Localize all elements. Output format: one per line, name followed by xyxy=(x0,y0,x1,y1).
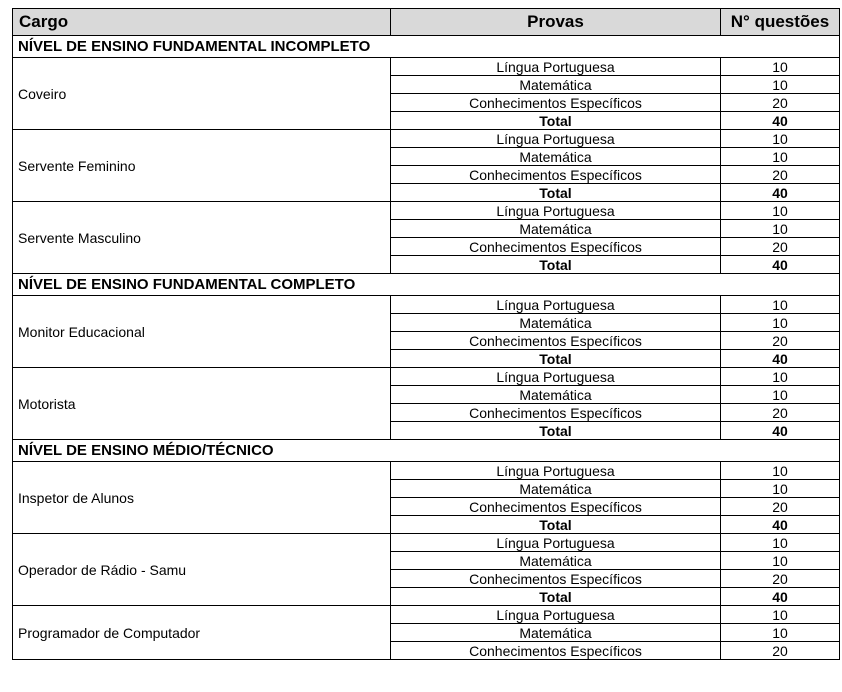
prova-cell: Matemática xyxy=(391,386,721,404)
questoes-cell: 10 xyxy=(721,202,840,220)
prova-cell: Matemática xyxy=(391,480,721,498)
prova-cell: Matemática xyxy=(391,552,721,570)
cargo-cell: Motorista xyxy=(13,368,391,440)
prova-cell: Língua Portuguesa xyxy=(391,202,721,220)
table-row xyxy=(13,462,840,480)
table-row xyxy=(13,58,840,76)
questoes-cell: 10 xyxy=(721,368,840,386)
exam-table-container xyxy=(12,8,839,660)
total-count: 40 xyxy=(721,256,840,274)
total-label: Total xyxy=(391,516,721,534)
prova-cell: Matemática xyxy=(391,624,721,642)
table-header xyxy=(13,9,840,36)
prova-cell: Matemática xyxy=(391,148,721,166)
total-label: Total xyxy=(391,350,721,368)
header-cargo: Cargo xyxy=(13,9,391,36)
prova-cell: Matemática xyxy=(391,76,721,94)
table-row xyxy=(13,534,840,552)
questoes-cell: 10 xyxy=(721,58,840,76)
total-count: 40 xyxy=(721,350,840,368)
questoes-cell: 10 xyxy=(721,76,840,94)
questoes-cell: 20 xyxy=(721,332,840,350)
questoes-cell: 10 xyxy=(721,314,840,332)
questoes-cell: 10 xyxy=(721,624,840,642)
level-row xyxy=(13,440,840,462)
level-heading: NÍVEL DE ENSINO MÉDIO/TÉCNICO xyxy=(13,440,840,462)
questoes-cell: 20 xyxy=(721,94,840,112)
questoes-cell: 10 xyxy=(721,606,840,624)
prova-cell: Conhecimentos Específicos xyxy=(391,642,721,660)
questoes-cell: 10 xyxy=(721,552,840,570)
level-row xyxy=(13,36,840,58)
cargo-cell: Monitor Educacional xyxy=(13,296,391,368)
table-row xyxy=(13,606,840,624)
total-count: 40 xyxy=(721,112,840,130)
questoes-cell: 10 xyxy=(721,534,840,552)
total-count: 40 xyxy=(721,588,840,606)
total-label: Total xyxy=(391,422,721,440)
total-label: Total xyxy=(391,256,721,274)
prova-cell: Conhecimentos Específicos xyxy=(391,332,721,350)
level-heading: NÍVEL DE ENSINO FUNDAMENTAL COMPLETO xyxy=(13,274,840,296)
prova-cell: Língua Portuguesa xyxy=(391,296,721,314)
prova-cell: Língua Portuguesa xyxy=(391,130,721,148)
questoes-cell: 10 xyxy=(721,130,840,148)
questoes-cell: 10 xyxy=(721,462,840,480)
cargo-cell: Servente Feminino xyxy=(13,130,391,202)
prova-cell: Língua Portuguesa xyxy=(391,462,721,480)
prova-cell: Conhecimentos Específicos xyxy=(391,498,721,516)
prova-cell: Matemática xyxy=(391,220,721,238)
level-row xyxy=(13,274,840,296)
questoes-cell: 10 xyxy=(721,148,840,166)
table-row xyxy=(13,130,840,148)
prova-cell: Conhecimentos Específicos xyxy=(391,94,721,112)
cargo-cell: Coveiro xyxy=(13,58,391,130)
exam-table xyxy=(12,8,840,660)
prova-cell: Língua Portuguesa xyxy=(391,534,721,552)
header-provas: Provas xyxy=(391,9,721,36)
prova-cell: Conhecimentos Específicos xyxy=(391,570,721,588)
questoes-cell: 10 xyxy=(721,480,840,498)
questoes-cell: 20 xyxy=(721,498,840,516)
questoes-cell: 20 xyxy=(721,570,840,588)
questoes-cell: 10 xyxy=(721,386,840,404)
questoes-cell: 20 xyxy=(721,238,840,256)
table-row xyxy=(13,368,840,386)
prova-cell: Conhecimentos Específicos xyxy=(391,238,721,256)
prova-cell: Língua Portuguesa xyxy=(391,58,721,76)
header-row xyxy=(13,9,840,36)
cargo-cell: Operador de Rádio - Samu xyxy=(13,534,391,606)
table-row xyxy=(13,296,840,314)
total-count: 40 xyxy=(721,184,840,202)
cargo-cell: Inspetor de Alunos xyxy=(13,462,391,534)
prova-cell: Conhecimentos Específicos xyxy=(391,404,721,422)
table-body xyxy=(13,36,840,660)
prova-cell: Matemática xyxy=(391,314,721,332)
table-row xyxy=(13,202,840,220)
questoes-cell: 10 xyxy=(721,220,840,238)
prova-cell: Língua Portuguesa xyxy=(391,368,721,386)
total-label: Total xyxy=(391,588,721,606)
prova-cell: Conhecimentos Específicos xyxy=(391,166,721,184)
level-heading: NÍVEL DE ENSINO FUNDAMENTAL INCOMPLETO xyxy=(13,36,840,58)
questoes-cell: 20 xyxy=(721,404,840,422)
total-label: Total xyxy=(391,112,721,130)
questoes-cell: 10 xyxy=(721,296,840,314)
questoes-cell: 20 xyxy=(721,642,840,660)
prova-cell: Língua Portuguesa xyxy=(391,606,721,624)
total-count: 40 xyxy=(721,516,840,534)
total-count: 40 xyxy=(721,422,840,440)
header-questoes: N° questões xyxy=(721,9,840,36)
cargo-cell: Servente Masculino xyxy=(13,202,391,274)
cargo-cell: Programador de Computador xyxy=(13,606,391,660)
total-label: Total xyxy=(391,184,721,202)
questoes-cell: 20 xyxy=(721,166,840,184)
